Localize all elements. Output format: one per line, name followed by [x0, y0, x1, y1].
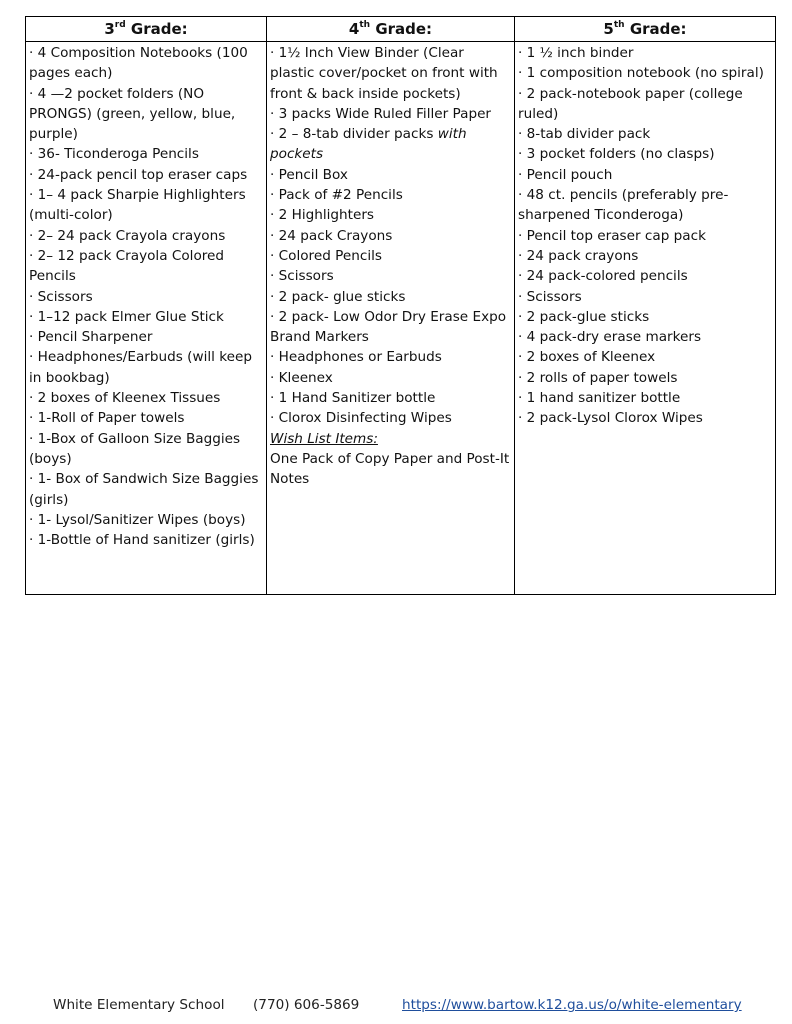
list-item: · Scissors	[270, 268, 334, 285]
list-item: · Pencil Sharpener	[29, 329, 153, 346]
list-item: · 2 pack- Low Odor Dry Erase Expo Brand Markers	[270, 308, 507, 346]
grade-3-suffix: rd	[114, 20, 126, 30]
list-item: · 4 Composition Notebooks (100 pages each)	[29, 45, 248, 82]
items-row	[26, 42, 776, 595]
list-item: · 1 hand sanitizer bottle	[518, 390, 681, 407]
list-item: · 1 Hand Sanitizer bottle	[270, 390, 436, 407]
list-item: · Headphones or Earbuds	[270, 349, 442, 366]
list-item: · 1-Bottle of Hand sanitizer (girls)	[29, 532, 255, 549]
list-item: · 24 pack-colored pencils	[518, 268, 688, 285]
grade-3-header	[26, 17, 267, 42]
list-item: · Headphones/Earbuds (will keep in bookbag)	[29, 349, 252, 386]
list-item: · Scissors	[29, 288, 93, 305]
list-item: · 1–12 pack Elmer Glue Stick	[29, 308, 224, 325]
list-item: · 24 pack Crayons	[270, 227, 393, 244]
list-item: · 1– 4 pack Sharpie Highlighters (multi-color)	[29, 187, 246, 224]
divider-packs-text: · 2 – 8-tab divider packs	[270, 126, 438, 143]
list-item: · 3 packs Wide Ruled Filler Paper	[270, 105, 492, 122]
list-item: · 1-Roll of Paper towels	[29, 410, 185, 427]
list-item: · 2 pack-glue sticks	[518, 308, 650, 325]
divider-packs-emphasis: with pockets	[270, 126, 467, 163]
list-item: · 1- Lysol/Sanitizer Wipes (boys)	[29, 511, 246, 528]
grade-3-label: Grade:	[130, 20, 188, 38]
grade-4-header	[267, 17, 515, 42]
list-item: · 2 boxes of Kleenex Tissues	[29, 390, 221, 407]
list-item: · Pencil top eraser cap pack	[518, 227, 706, 244]
list-item: · 1½ Inch View Binder (Clear plastic cover/pocket on front with front & back inside pockets)	[270, 45, 498, 102]
list-item: · 2– 24 pack Crayola crayons	[29, 227, 226, 244]
list-item: · 1 ½ inch binder	[518, 45, 634, 61]
school-website-link[interactable]: https://www.bartow.k12.ga.us/o/white-elementary	[402, 997, 742, 1013]
school-phone: (770) 606-5869	[253, 997, 360, 1013]
grade-5-label: Grade:	[629, 20, 687, 38]
list-item-divider-packs	[270, 124, 511, 165]
header-row	[26, 17, 776, 42]
list-item: · 36- Ticonderoga Pencils	[29, 146, 199, 163]
list-item: · 2– 12 pack Crayola Colored Pencils	[29, 247, 225, 285]
list-item: · 24 pack crayons	[518, 247, 639, 264]
list-item: · 4 —2 pocket folders (NO PRONGS) (green, yellow, blue, purple)	[29, 85, 236, 143]
list-item: · 2 rolls of paper towels	[518, 369, 678, 386]
list-item: · Colored Pencils	[270, 247, 382, 264]
list-item: · 1-Box of Galloon Size Baggies (boys)	[29, 430, 241, 467]
list-item: · 2 pack- glue sticks	[270, 288, 406, 305]
grade-4-suffix: th	[359, 20, 371, 30]
grade-3-list	[26, 42, 267, 595]
list-item: · Kleenex	[270, 369, 333, 386]
grade-5-list	[515, 42, 776, 595]
list-item: · 24-pack pencil top eraser caps	[29, 166, 248, 183]
list-item: · 2 pack-notebook paper (college ruled)	[518, 85, 743, 122]
list-item: · 4 pack-dry erase markers	[518, 329, 702, 346]
grade-5-number: 5	[603, 20, 614, 38]
list-item: · 2 boxes of Kleenex	[518, 349, 656, 366]
grade-5-header	[515, 17, 776, 42]
grade-4-label: Grade:	[375, 20, 433, 38]
list-item: · 3 pocket folders (no clasps)	[518, 146, 715, 163]
wish-list-text: One Pack of Copy Paper and Post-It Notes	[270, 450, 510, 488]
grade-4-number: 4	[348, 20, 360, 38]
list-item: · 8-tab divider pack	[518, 126, 651, 143]
list-item: · 48 ct. pencils (preferably pre-sharpened Ticonderoga)	[518, 187, 729, 224]
list-item: · 1- Box of Sandwich Size Baggies (girls)	[29, 471, 259, 508]
list-item: · Pencil pouch	[518, 166, 613, 183]
list-item: · Scissors	[518, 288, 582, 305]
list-item: · Clorox Disinfecting Wipes	[270, 410, 452, 427]
list-item: · Pack of #2 Pencils	[270, 187, 403, 204]
supply-list-table	[25, 16, 776, 595]
school-name: White Elementary School	[53, 997, 225, 1013]
grade-5-suffix: th	[613, 20, 625, 30]
list-item: · 2 Highlighters	[270, 207, 375, 224]
grade-3-number: 3	[104, 20, 115, 38]
footer	[53, 995, 742, 1015]
wish-list-heading: Wish List Items:	[270, 430, 378, 447]
list-item: · 1 composition notebook (no spiral)	[518, 65, 764, 82]
grade-4-list	[267, 42, 515, 595]
list-item: · Pencil Box	[270, 166, 348, 183]
list-item: · 2 pack-Lysol Clorox Wipes	[518, 410, 703, 427]
